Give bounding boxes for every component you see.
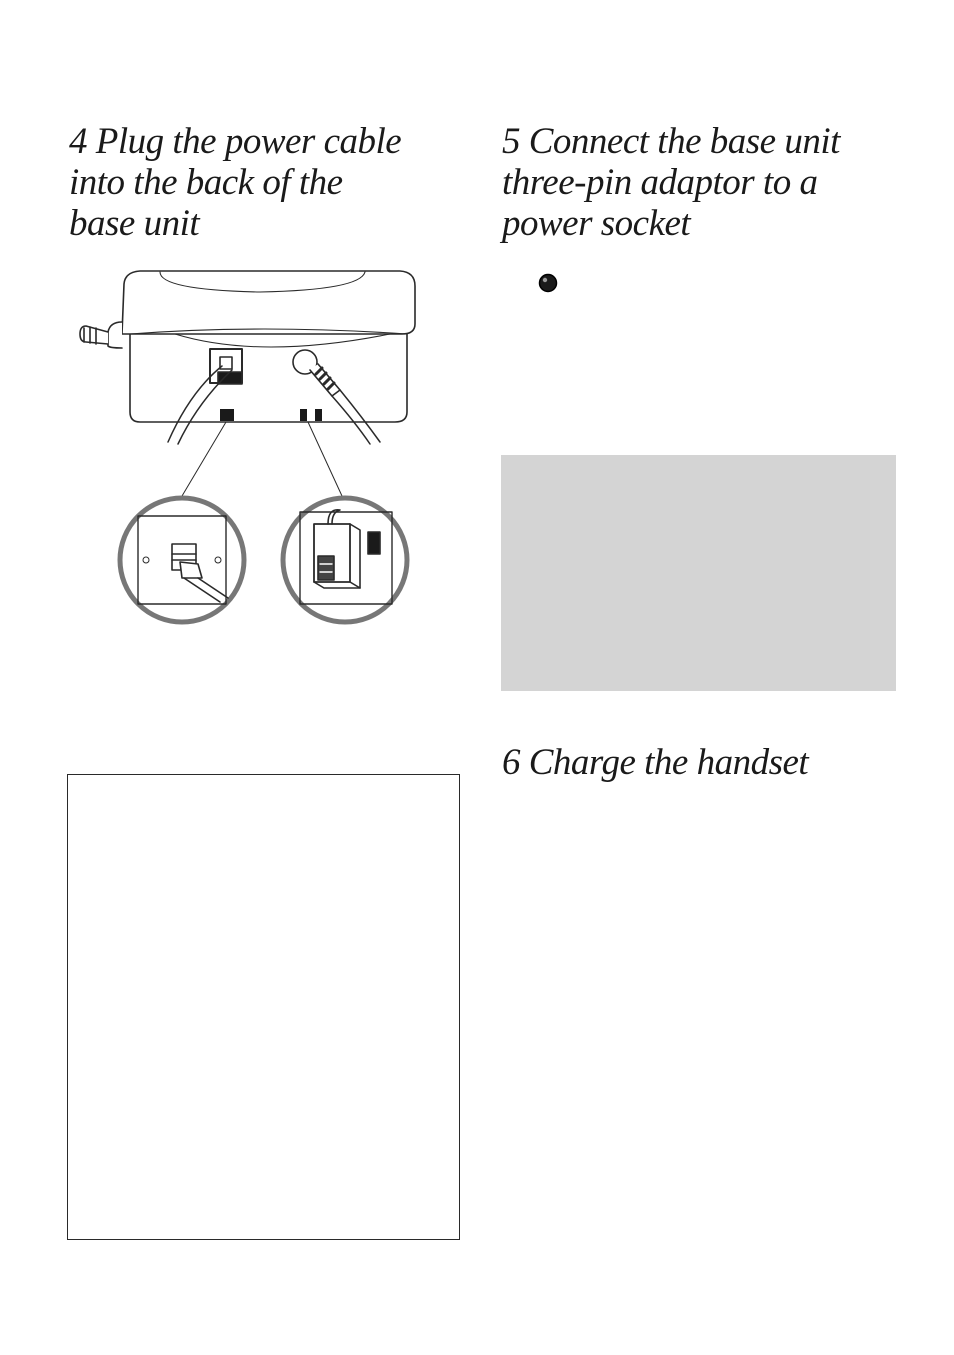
heading-line: into the back of the <box>69 162 343 203</box>
heading-line: 4 Plug the power cable <box>69 121 402 162</box>
note-box <box>67 774 460 1240</box>
heading-line: base unit <box>69 203 200 244</box>
base-unit-connection-illustration <box>70 262 440 632</box>
wall-power-socket-detail <box>283 498 407 622</box>
power-cable-plug <box>80 322 122 348</box>
wall-phone-socket-detail <box>120 498 244 622</box>
heading-line: power socket <box>502 203 691 244</box>
heading-line: three-pin adaptor to a <box>502 162 818 203</box>
step-5-heading <box>502 121 922 244</box>
info-panel <box>501 455 896 691</box>
step-4-heading <box>69 121 469 244</box>
heading-line: 5 Connect the base unit <box>502 121 840 162</box>
step-6-heading <box>502 742 922 783</box>
heading-line: 6 Charge the handset <box>502 742 809 783</box>
bullet-icon <box>538 273 558 293</box>
base-unit-body <box>122 271 415 422</box>
